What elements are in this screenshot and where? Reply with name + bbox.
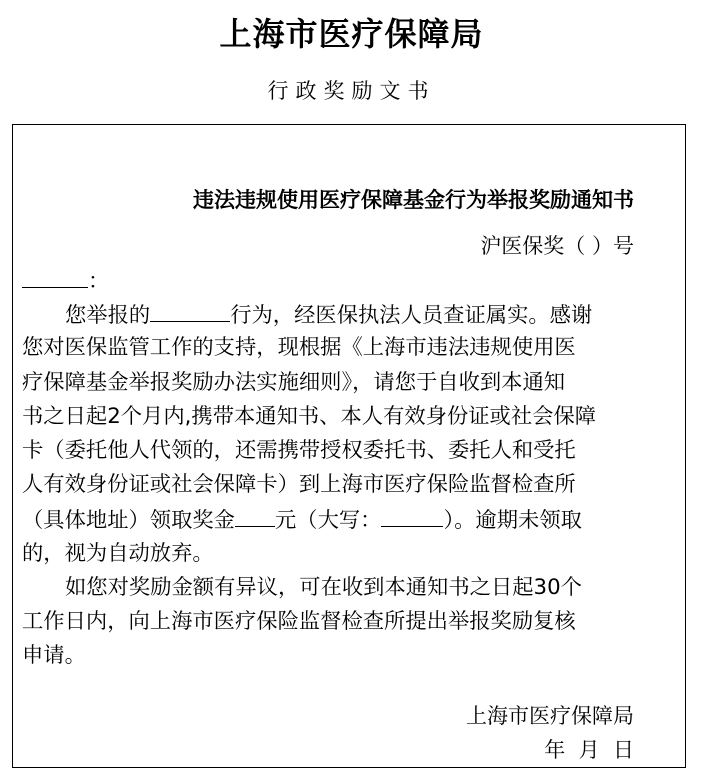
- issuer-name: 上海市医疗保障局: [466, 704, 634, 728]
- document-type: 行政奖励文书: [267, 79, 436, 103]
- paragraph-1-line: 的，视为自动放弃。: [22, 540, 214, 566]
- notice-title: 违法违规使用医疗保障基金行为举报奖励通知书: [193, 188, 634, 212]
- salutation-colon: ：: [88, 269, 110, 294]
- amount-blank: [235, 502, 275, 527]
- notice-body: [22, 263, 642, 673]
- paragraph-2-line: 申请。: [22, 643, 86, 669]
- text-segment: 元（大写：: [274, 508, 382, 534]
- issue-date: 年 月 日: [544, 738, 634, 762]
- document-number: 沪医保奖（ ）号: [480, 234, 634, 258]
- paragraph-1-line: 书之日起2个月内,携带本通知书、本人有效身份证或社会保障: [22, 403, 597, 429]
- recipient-blank: [22, 263, 88, 288]
- paragraph-1-line: 疗保障基金举报奖励办法实施细则》，请您于自收到本通知: [22, 369, 566, 395]
- paragraph-1-line: [22, 297, 642, 331]
- behavior-blank: [150, 297, 230, 322]
- text-segment: ）。逾期未领取: [443, 508, 582, 534]
- paragraph-2-line: 工作日内，向上海市医疗保险监督检查所提出举报奖励复核: [22, 608, 576, 634]
- paragraph-2-line: 如您对奖励金额有异议，可在收到本通知书之日起30个: [65, 574, 582, 600]
- text-segment: 行为，经医保执法人员查证属实。感谢: [230, 303, 593, 329]
- paragraph-1-line: 您对医保监管工作的支持，现根据《上海市违法违规使用医: [22, 335, 576, 361]
- paragraph-1-line: 人有效身份证或社会保障卡）到上海市医疗保险监督检查所: [22, 472, 576, 498]
- paragraph-1-line: 卡（委托他人代领的，还需携带授权委托书、委托人和受托: [22, 437, 576, 463]
- text-segment: （具体地址）领取奖金: [22, 508, 235, 534]
- text-segment: 您举报的: [65, 303, 151, 329]
- salutation-line: [22, 263, 642, 297]
- paragraph-1-line: [22, 502, 642, 536]
- agency-title: 上海市医疗保障局: [219, 15, 484, 53]
- amount-words-blank: [381, 502, 443, 527]
